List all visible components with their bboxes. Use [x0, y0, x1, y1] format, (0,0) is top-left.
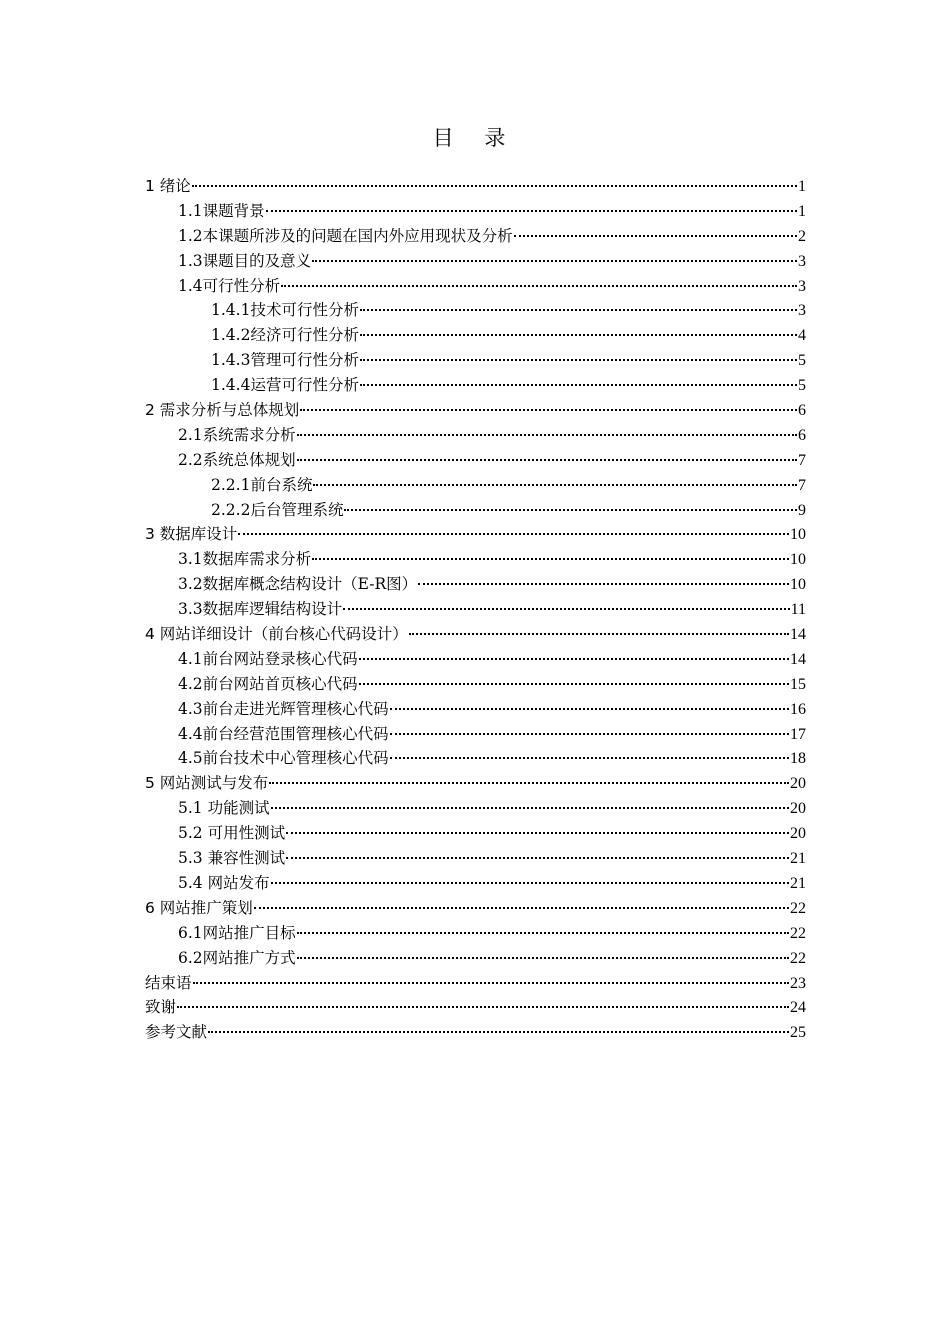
toc-entry[interactable]	[145, 323, 806, 348]
toc-entry-label: 4.5前台技术中心管理核心代码	[178, 749, 389, 768]
toc-entry[interactable]	[145, 274, 806, 299]
dot-leader	[300, 408, 797, 411]
toc-entry-label: 参考文献	[145, 1023, 208, 1042]
dot-leader	[390, 707, 789, 710]
toc-entry-page-number: 14	[790, 626, 806, 644]
toc-entry[interactable]	[145, 946, 806, 971]
toc-entry-page-number: 3	[798, 302, 806, 320]
dot-leader	[286, 831, 789, 834]
toc-entry-label: 4.2前台网站首页核心代码	[178, 674, 358, 693]
toc-entry-label: 6.1网站推广目标	[178, 923, 296, 942]
toc-entry-label: 致谢	[145, 998, 177, 1017]
dot-leader	[281, 284, 797, 287]
toc-entry-page-number: 5	[798, 352, 806, 370]
toc-entry-page-number: 22	[790, 899, 806, 917]
dot-leader	[266, 209, 797, 212]
toc-entry-label: 4.4前台经营范围管理核心代码	[178, 724, 389, 743]
toc-entry-page-number: 25	[790, 1024, 806, 1042]
dot-leader	[360, 333, 797, 336]
toc-entry-label: 2.2.1前台系统	[211, 475, 313, 494]
toc-entry-label: 5.1 功能测试	[178, 799, 270, 818]
toc-entry[interactable]	[145, 971, 806, 996]
toc-entry-page-number: 21	[790, 850, 806, 868]
toc-entry-label: 1.4可行性分析	[178, 276, 281, 295]
dot-leader	[344, 508, 797, 511]
toc-entry[interactable]	[145, 547, 806, 572]
toc-entry[interactable]	[145, 473, 806, 498]
toc-entry-page-number: 9	[798, 501, 806, 519]
toc-entry[interactable]	[145, 423, 806, 448]
toc-entry-page-number: 3	[798, 277, 806, 295]
toc-entry-label: 4.1前台网站登录核心代码	[178, 649, 358, 668]
toc-entry[interactable]	[145, 298, 806, 323]
dot-leader	[390, 756, 789, 759]
dot-leader	[514, 234, 797, 237]
dot-leader	[269, 781, 789, 784]
toc-entry[interactable]	[145, 746, 806, 771]
toc-entry[interactable]	[145, 921, 806, 946]
toc-entry-page-number: 23	[790, 974, 806, 992]
toc-entry-page-number: 22	[790, 949, 806, 967]
table-of-contents	[145, 174, 806, 1045]
toc-entry-label: 1 绪论	[145, 177, 191, 195]
toc-entry-page-number: 20	[790, 800, 806, 818]
dot-leader	[192, 184, 797, 187]
toc-entry[interactable]	[145, 174, 806, 199]
toc-entry-label: 1.4.3管理可行性分析	[211, 351, 359, 370]
toc-entry[interactable]	[145, 771, 806, 796]
toc-entry-page-number: 20	[790, 825, 806, 843]
toc-entry[interactable]	[145, 373, 806, 398]
dot-leader	[271, 881, 789, 884]
toc-entry[interactable]	[145, 846, 806, 871]
dot-leader	[297, 458, 797, 461]
dot-leader	[360, 308, 797, 311]
toc-entry-label: 5.2 可用性测试	[178, 824, 286, 843]
toc-entry-page-number: 6	[798, 402, 806, 420]
toc-entry-page-number: 20	[790, 775, 806, 793]
toc-entry-page-number: 24	[790, 999, 806, 1017]
toc-entry[interactable]	[145, 398, 806, 423]
toc-entry-label: 3 数据库设计	[145, 525, 238, 544]
toc-entry-label: 5 网站测试与发布	[145, 774, 269, 793]
dot-leader	[409, 632, 789, 635]
toc-entry-label: 1.4.4运营可行性分析	[211, 376, 359, 395]
dot-leader	[271, 806, 789, 809]
toc-entry-label: 2 需求分析与总体规划	[145, 401, 300, 420]
dot-leader	[177, 1005, 789, 1008]
toc-entry-label: 2.2.2后台管理系统	[211, 500, 344, 519]
toc-entry[interactable]	[145, 896, 806, 921]
toc-entry[interactable]	[145, 448, 806, 473]
dot-leader	[359, 682, 789, 685]
toc-entry-page-number: 5	[798, 377, 806, 395]
toc-entry-label: 3.3数据库逻辑结构设计	[178, 600, 343, 619]
dot-leader	[360, 383, 797, 386]
toc-entry[interactable]	[145, 622, 806, 647]
toc-entry-label: 5.3 兼容性测试	[178, 849, 286, 868]
page-title: 目 录	[432, 126, 518, 150]
dot-leader	[312, 259, 797, 262]
toc-entry-label: 1.4.2经济可行性分析	[211, 326, 359, 345]
toc-entry-page-number: 2	[798, 227, 806, 245]
toc-entry-label: 1.2本课题所涉及的问题在国内外应用现状及分析	[178, 226, 513, 245]
toc-entry[interactable]	[145, 821, 806, 846]
toc-entry-page-number: 16	[790, 700, 806, 718]
toc-entry-label: 3.2数据库概念结构设计（E-R图）	[178, 575, 418, 594]
toc-entry-page-number: 3	[798, 252, 806, 270]
toc-entry-page-number: 1	[798, 178, 806, 195]
toc-entry-page-number: 17	[790, 725, 806, 743]
toc-entry-label: 4 网站详细设计（前台核心代码设计）	[145, 625, 408, 644]
toc-entry-label: 1.3课题目的及意义	[178, 251, 312, 270]
toc-entry-page-number: 11	[790, 601, 806, 619]
toc-entry[interactable]	[145, 498, 806, 523]
toc-entry[interactable]	[145, 697, 806, 722]
dot-leader	[286, 856, 789, 859]
dot-leader	[418, 582, 789, 585]
toc-entry-label: 3.1数据库需求分析	[178, 550, 312, 569]
toc-entry-page-number: 18	[790, 750, 806, 768]
toc-entry-page-number: 15	[790, 675, 806, 693]
toc-entry-label: 6.2网站推广方式	[178, 948, 296, 967]
toc-entry[interactable]	[145, 647, 806, 672]
toc-entry[interactable]	[145, 249, 806, 274]
toc-entry-label: 6 网站推广策划	[145, 898, 253, 917]
toc-entry[interactable]	[145, 995, 806, 1020]
toc-entry[interactable]	[145, 597, 806, 622]
toc-entry-label: 1.1课题背景	[178, 201, 265, 220]
toc-entry[interactable]	[145, 871, 806, 896]
toc-entry[interactable]	[145, 199, 806, 224]
dot-leader	[297, 956, 789, 959]
toc-entry-label: 2.2系统总体规划	[178, 450, 296, 469]
dot-leader	[297, 433, 797, 436]
dot-leader	[313, 483, 797, 486]
dot-leader	[312, 557, 789, 560]
dot-leader	[208, 1030, 789, 1033]
toc-entry-page-number: 1	[798, 202, 806, 220]
dot-leader	[343, 607, 789, 610]
toc-entry-page-number: 6	[798, 426, 806, 444]
dot-leader	[254, 906, 789, 909]
dot-leader	[238, 532, 789, 535]
dot-leader	[359, 657, 789, 660]
toc-entry-label: 结束语	[145, 973, 192, 992]
toc-entry-label: 1.4.1技术可行性分析	[211, 301, 359, 320]
toc-entry-label: 4.3前台走进光辉管理核心代码	[178, 699, 389, 718]
toc-entry-label: 2.1系统需求分析	[178, 425, 296, 444]
toc-entry[interactable]	[145, 1020, 806, 1045]
toc-entry-page-number: 4	[798, 327, 806, 345]
toc-entry[interactable]	[145, 796, 806, 821]
dot-leader	[193, 981, 789, 984]
toc-entry-page-number: 10	[790, 576, 806, 594]
toc-entry[interactable]	[145, 348, 806, 373]
toc-entry-page-number: 7	[798, 476, 806, 494]
dot-leader	[390, 732, 789, 735]
dot-leader	[297, 931, 789, 934]
toc-entry-page-number: 14	[790, 650, 806, 668]
toc-entry-page-number: 10	[790, 526, 806, 544]
toc-entry-page-number: 22	[790, 924, 806, 942]
dot-leader	[360, 358, 797, 361]
toc-entry[interactable]	[145, 522, 806, 547]
toc-entry[interactable]	[145, 672, 806, 697]
toc-entry-label: 5.4 网站发布	[178, 873, 270, 892]
toc-entry[interactable]	[145, 722, 806, 747]
toc-entry[interactable]	[145, 572, 806, 597]
toc-entry[interactable]	[145, 224, 806, 249]
toc-entry-page-number: 7	[798, 451, 806, 469]
toc-entry-page-number: 10	[790, 551, 806, 569]
toc-entry-page-number: 21	[790, 874, 806, 892]
